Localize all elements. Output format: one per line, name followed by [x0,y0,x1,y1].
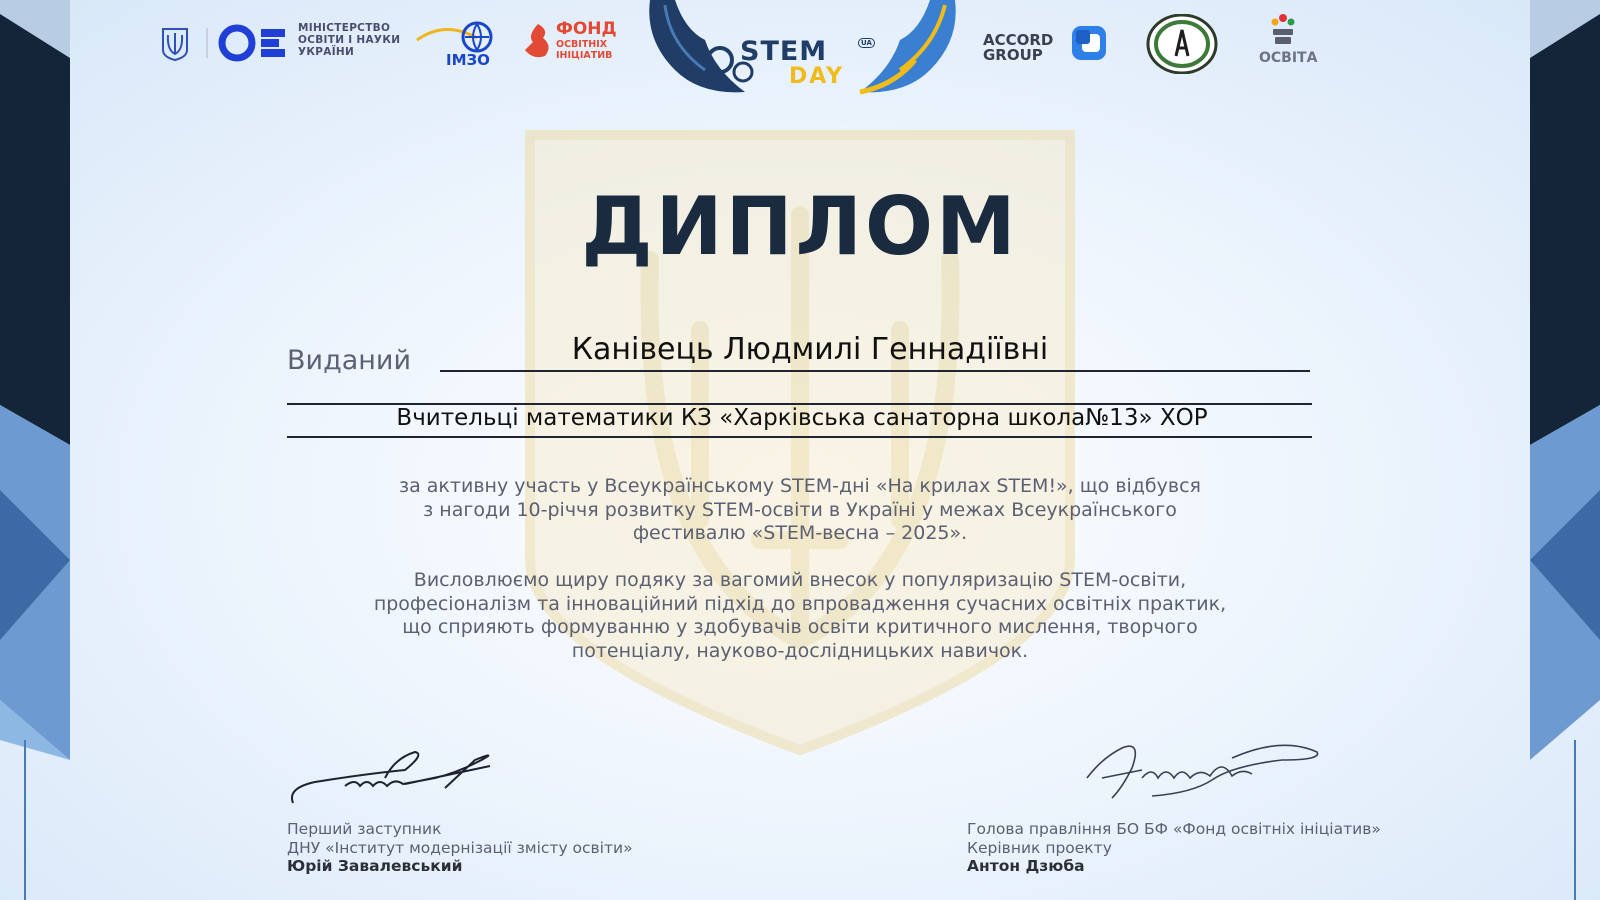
recipient-position: Вчительці математики КЗ «Харківська санаторна школа№13» ХОР [396,405,1208,431]
left-signatory-org: ДНУ «Інститут модернізації змісту освіти» [287,838,633,857]
stem-logo-text: STEM [740,36,828,67]
right-signatory-title: Голова правління БО БФ «Фонд освітніх ініціатив» [967,820,1381,838]
mon-logo-text: МІНІСТЕРСТВО ОСВІТИ І НАУКИ УКРАЇНИ [298,22,401,58]
right-signatory-name: Антон Дзюба [967,857,1085,875]
right-signatory-block [967,820,1381,876]
logo-divider [206,28,208,58]
osvita-logo-icon [1266,10,1300,50]
imzo-logo-text: ІМЗО [446,51,490,69]
participation-paragraph [240,475,1360,546]
left-signatory-name: Юрій Завалевський [287,857,463,875]
position-underline [287,436,1312,438]
fond-logo-title: ФОНД [556,19,617,39]
accord-logo-text: ACCORD GROUP [983,31,1054,64]
left-signature-image [285,748,515,810]
school-emblem-icon [1145,14,1219,74]
ua-badge: UA [858,38,875,48]
left-signatory-block [287,820,633,876]
name-underline [440,370,1310,372]
right-signatory-role: Керівник проекту [967,838,1112,857]
paragraph-line: що сприяють формуванню у здобувачів освіти критичного мислення, творчого [402,616,1198,638]
gratitude-paragraph [240,569,1360,663]
paragraph-line: професіоналізм та інноваційний підхід до впровадження сучасних освітніх практик, [373,592,1227,615]
fond-logo-icon [523,22,553,60]
mon-logo-icon [218,24,288,62]
coat-of-arms-icon [160,26,190,62]
issued-label: Виданий [287,345,412,376]
diploma-title: ДИПЛОМ [581,180,1019,273]
right-signature-image [1082,738,1322,808]
paragraph-line: потенціалу, науково-дослідницьких навичок. [571,639,1029,662]
paragraph-line: за активну участь у Всеукраїнському STEM-дні «На крилах STEM!», що відбувся [399,475,1201,497]
accord-logo-icon [1070,24,1110,62]
fond-logo-subtitle: ОСВІТНІХ ІНІЦІАТИВ [556,39,613,61]
imzo-logo-icon [415,20,505,54]
recipient-name: Канівець Людмилі Геннадіївні [571,332,1049,367]
paragraph-line: фестивалю «STEM-весна – 2025». [632,522,968,544]
osvita-logo-text: ОСВІТА [1259,50,1318,66]
paragraph-line: з нагоди 10-річчя розвитку STEM-освіти в Україні у межах Всеукраїнського [423,498,1177,521]
paragraph-line: Висловлюємо щиру подяку за вагомий внесок у популяризацію STEM-освіти, [413,569,1187,591]
day-logo-text: DAY [789,64,845,89]
left-signatory-title: Перший заступник [287,820,442,838]
